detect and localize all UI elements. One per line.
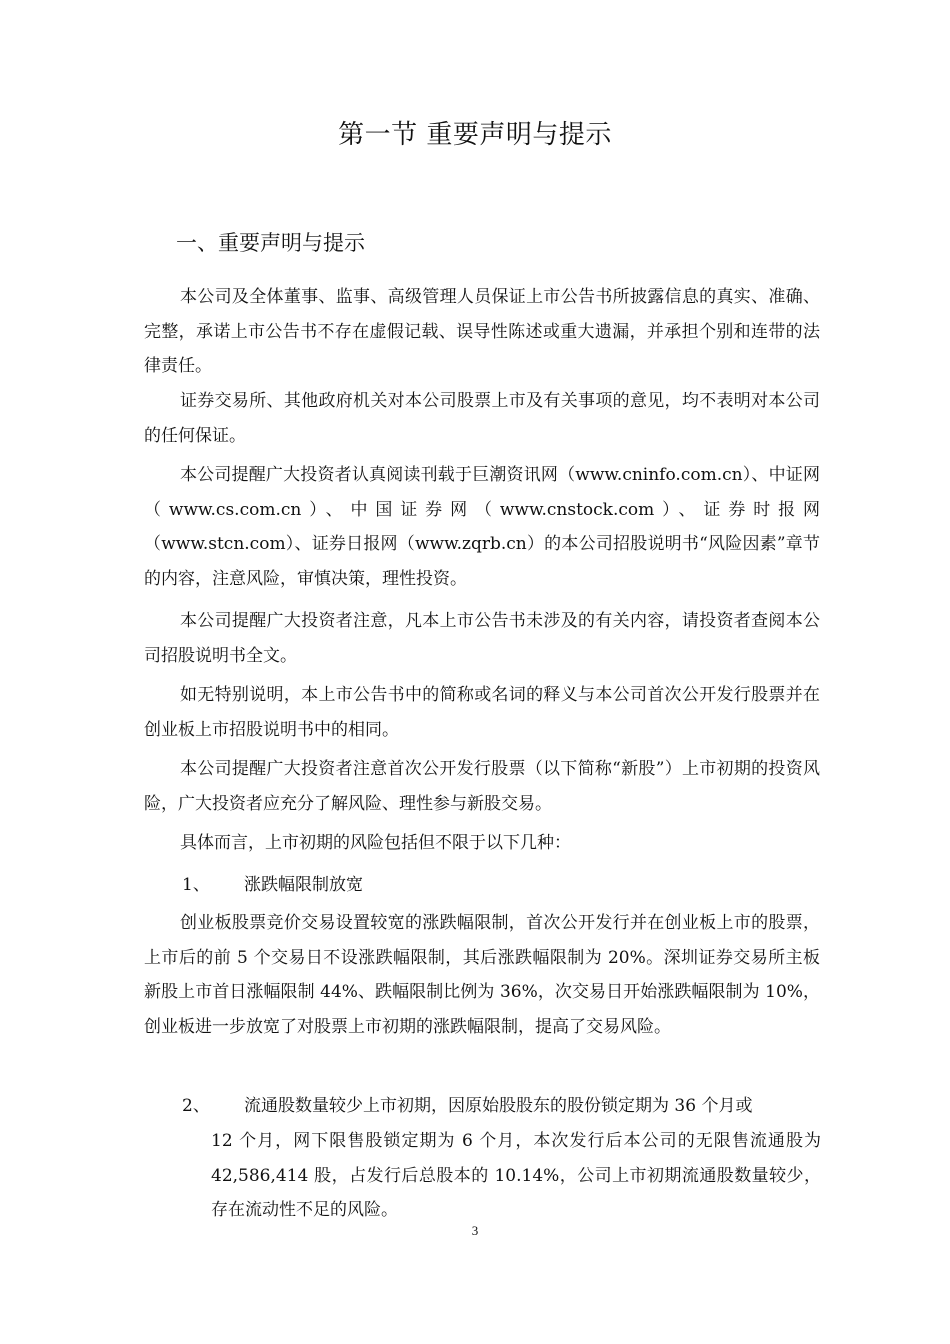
list-item-title: 涨跌幅限制放宽 (244, 875, 363, 895)
list-item-body: 创业板股票竞价交易设置较宽的涨跌幅限制，首次公开发行并在创业板上市的股票，上市后的前 5 个交易日不设涨跌幅限制，其后涨跌幅限制为 20%。深圳证券交易所主板新股上市首日涨幅限制 44%、跌幅限制比例为 36%，次交易日开始涨跌幅限制为 10%，创业板进一步放宽了对股票上市初期的涨跌幅限制，提高了交易风险。 (144, 913, 820, 1037)
paragraph: 本公司提醒广大投资者注意首次公开发行股票（以下简称“新股”）上市初期的投资风险，广大投资者应充分了解风险、理性参与新股交易。 (144, 759, 820, 814)
paragraph: 本公司及全体董事、监事、高级管理人员保证上市公告书所披露信息的真实、准确、完整，承诺上市公告书不存在虚假记载、误导性陈述或重大遗漏，并承担个别和连带的法律责任。 (144, 287, 820, 376)
paragraph: 本公司提醒广大投资者认真阅读刊载于巨潮资讯网（www.cninfo.com.cn）、中证网（www.cs.com.cn）、中国证券网（www.cnstock.com）、证券时报网（www.stcn.com）、证券日报网（www.zqrb.cn）的本公司招股说明书“风险因素”章节的内容，注意风险，审慎决策，理性投资。 (144, 465, 820, 589)
paragraph: 如无特别说明，本上市公告书中的简称或名词的释义与本公司首次公开发行股票并在创业板上市招股说明书中的相同。 (144, 685, 820, 740)
list-item-number: 1、 (182, 875, 210, 895)
section-title: 第一节 重要声明与提示 (338, 120, 612, 150)
subsection-heading: 一、重要声明与提示 (176, 231, 365, 255)
paragraph: 证券交易所、其他政府机关对本公司股票上市及有关事项的意见，均不表明对本公司的任何保证。 (144, 391, 820, 446)
paragraph: 本公司提醒广大投资者注意，凡本上市公告书未涉及的有关内容，请投资者查阅本公司招股说明书全文。 (144, 611, 820, 666)
list-item-title: 流通股数量较少上市初期，因原始股股东的股份锁定期为 36 个月或 (244, 1096, 753, 1116)
list-item-body: 12 个月，网下限售股锁定期为 6 个月，本次发行后本公司的无限售流通股为 42,586,414 股，占发行后总股本的 10.14%，公司上市初期流通股数量较少，存在流动性不足的风险。 (211, 1131, 821, 1220)
page-number: 3 (471, 1223, 479, 1238)
paragraph: 具体而言，上市初期的风险包括但不限于以下几种： (180, 833, 571, 853)
list-item-number: 2、 (182, 1096, 210, 1116)
